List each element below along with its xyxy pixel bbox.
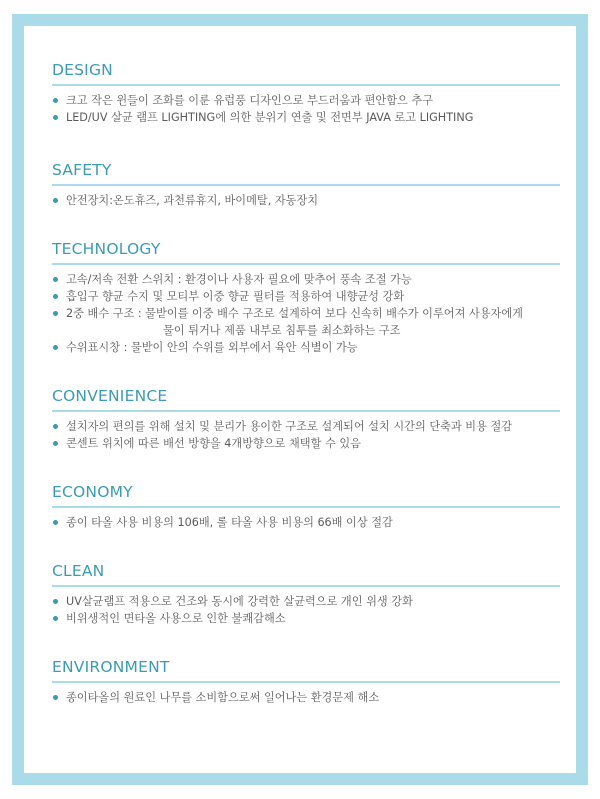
section-technology: [52, 239, 560, 356]
list-item: [52, 271, 560, 288]
list-item: [52, 339, 560, 356]
section-divider: [52, 84, 560, 86]
list-item: [52, 288, 560, 305]
list-item-text: 안전장치:온도휴즈, 과천류휴지, 바이메탈, 자동장치: [66, 194, 319, 207]
list-item-text: 흡입구 향균 수지 및 모티부 이중 향균 필터를 적용하여 내향균성 강화: [66, 290, 405, 303]
feature-list: [52, 271, 560, 356]
list-item: [52, 109, 560, 126]
feature-list: [52, 418, 560, 452]
bullet-icon: [53, 198, 58, 203]
list-item-text: 설치자의 편의를 위해 설치 및 분리가 용이한 구조로 설계되어 설치 시간의 단축과 비용 절감: [66, 420, 513, 433]
section-title: CLEAN: [52, 562, 105, 580]
section-divider: [52, 410, 560, 412]
section-title: SAFETY: [52, 161, 112, 179]
list-item: [52, 514, 560, 531]
section-safety: [52, 160, 560, 209]
section-economy: [52, 482, 560, 531]
section-divider: [52, 184, 560, 186]
bullet-icon: [53, 441, 58, 446]
bullet-icon: [53, 520, 58, 525]
page-frame: [12, 14, 588, 785]
section-environment: [52, 657, 560, 706]
list-item-text: 비위생적인 면타올 사용으로 인한 불쾌감해소: [66, 612, 286, 625]
list-item: [52, 305, 560, 339]
list-item: [52, 418, 560, 435]
list-item-text: 종이타올의 원료인 나무를 소비함으로써 일어나는 환경문제 해소: [66, 691, 380, 704]
feature-list: [52, 689, 560, 706]
bullet-icon: [53, 98, 58, 103]
feature-list: [52, 514, 560, 531]
section-title: ECONOMY: [52, 483, 133, 501]
list-item-text: 수위표시창 : 물받이 안의 수위를 외부에서 육안 식별이 가능: [66, 341, 358, 354]
section-title: CONVENIENCE: [52, 387, 168, 405]
list-item-text: 2중 배수 구조 : 물받이를 이중 배수 구조로 설계하여 보다 신속히 배수가 이루어져 사용자에게: [66, 307, 523, 320]
list-item-text: LED/UV 살균 램프 LIGHTING에 의한 분위기 연출 및 전면부 JAVA 로고 LIGHTING: [66, 111, 474, 124]
list-item-text: 콘센트 위치에 따른 배선 방향을 4개방향으로 채택할 수 있음: [66, 437, 361, 450]
bullet-icon: [53, 616, 58, 621]
list-item-text: 크고 작은 윈들이 조화를 이룬 유럽풍 디자인으로 부드러움과 편안함으 추구: [66, 94, 434, 107]
bullet-icon: [53, 424, 58, 429]
section-title: ENVIRONMENT: [52, 658, 170, 676]
feature-list: [52, 192, 560, 209]
bullet-icon: [53, 277, 58, 282]
section-clean: [52, 561, 560, 627]
section-divider: [52, 506, 560, 508]
section-divider: [52, 263, 560, 265]
list-item: [52, 593, 560, 610]
bullet-icon: [53, 695, 58, 700]
bullet-icon: [53, 294, 58, 299]
section-convenience: [52, 386, 560, 452]
bullet-icon: [53, 115, 58, 120]
list-item: [52, 610, 560, 627]
feature-list: [52, 593, 560, 627]
list-item-text: 고속/저속 전환 스위치 : 환경이나 사용자 필요에 맞추어 풍속 조절 가능: [66, 273, 412, 286]
list-item-text: UV살균램프 적용으로 건조와 동시에 강력한 살균력으로 개인 위생 강화: [66, 595, 413, 608]
section-title: DESIGN: [52, 61, 113, 79]
list-item-text: 종이 타올 사용 비용의 106배, 롤 타올 사용 비용의 66배 이상 절감: [66, 516, 393, 529]
section-design: [52, 60, 560, 126]
list-item: [52, 92, 560, 109]
bullet-icon: [53, 599, 58, 604]
list-item-continuation: 물이 튀거나 제품 내부로 침투를 최소화하는 구조: [163, 324, 401, 337]
section-title: TECHNOLOGY: [52, 240, 161, 258]
content-panel: [24, 26, 576, 773]
bullet-icon: [53, 311, 58, 316]
list-item: [52, 689, 560, 706]
section-divider: [52, 585, 560, 587]
section-divider: [52, 681, 560, 683]
list-item: [52, 192, 560, 209]
list-item: [52, 435, 560, 452]
feature-list: [52, 92, 560, 126]
bullet-icon: [53, 345, 58, 350]
